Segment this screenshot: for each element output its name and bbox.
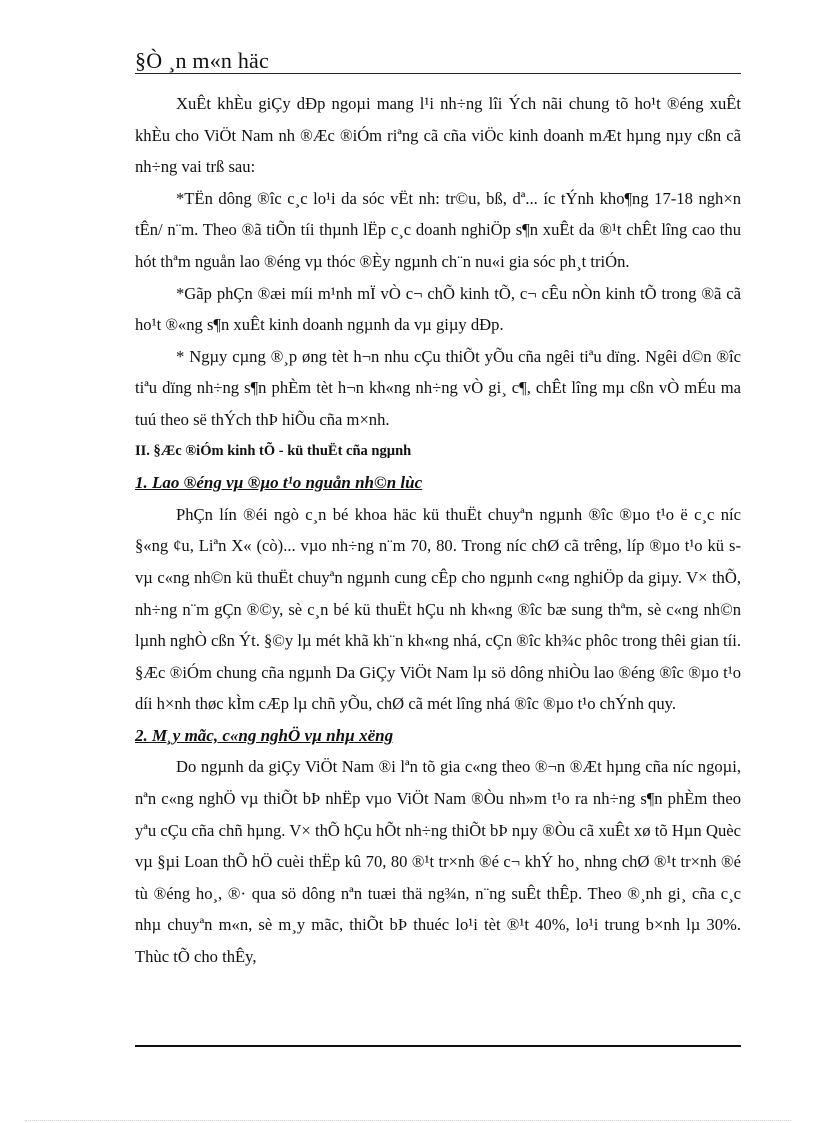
- paragraph-bullet-economy: *Gãp phÇn ®æi míi m¹nh mÏ vÒ c¬ chÕ kinh tÕ, c¬ cÊu nÒn kinh tÕ trong ®ã cã ho¹t ®«ng s¶n xuÊt kinh doanh ngµnh da vµ giµy dÐp.: [135, 283, 741, 335]
- subheading-machinery: 2. M¸y mãc, c«ng nghÖ vµ nhµ xëng: [135, 725, 394, 745]
- document-body: [135, 88, 741, 973]
- page-header-title: §Ò ¸n m«n häc: [135, 48, 269, 73]
- paragraph-bullet-leather: *TËn dông ®îc c¸c lo¹i da sóc vËt nh: tr©u, bß, dª... íc tÝnh kho¶ng 17-18 ngh×n tÊn/ n¨m. Theo ®ã tiÕn tíi thµnh lËp c¸c doanh nghiÖp s¶n xuÊt da ®¹t chÊt lîng cao thu hót thªm nguån lao ®éng vµ thóc ®Èy ngµnh ch¨n nu«i gia sóc ph¸t triÓn.: [135, 188, 741, 271]
- paragraph-bullet-consumer: * Ngµy cµng ®¸p øng tèt h¬n nhu cÇu thiÕt yÕu cña ngêi tiªu dïng. Ngêi d©n ®îc tiªu dïng nh÷ng s¶n phÈm tèt h¬n kh«ng nh÷ng vÒ gi¸ c¶, chÊt lîng mµ cßn vÒ mÉu ma tuú theo së thÝch thÞ hiÕu cña m×nh.: [135, 346, 741, 429]
- subheading-labour: 1. Lao ®éng vµ ®µo t¹o nguån nh©n lùc: [135, 473, 423, 493]
- paragraph-intro: XuÊt khÈu giÇy dÐp ngoµi mang l¹i nh÷ng lîi Ých nãi chung tõ ho¹t ®éng xuÊt khÈu cho ViÖt Nam nh ®Æc ®iÓm riªng cã cña viÖc kinh doanh mÆt hµng nµy cßn cã nh÷ng vai trß sau:: [135, 94, 741, 177]
- paragraph-labour: PhÇn lín ®éi ngò c¸n bé khoa häc kü thuËt chuyªn ngµnh ®îc ®µo t¹o ë c¸c níc §«ng ¢u, Liªn X« (cò)... vµo nh÷ng n¨m 70, 80. Trong níc chØ cã trêng, líp ®µo t¹o kü s vµ c«ng nh©n kü thuËt chuyªn ngµnh cung cÊp cho ngµnh c«ng nghiÖp da giµy. V× thÕ, nh÷ng n¨m gÇn ®©y, sè c¸n bé kü thuËt hÇu nh kh«ng ®îc bæ sung thªm, sè c«ng nh©n lµnh nghÒ cßn Ýt. §©y lµ mét khã kh¨n kh«ng nhá, cÇn ®îc kh¾c phôc trong thêi gian tíi. §Æc ®iÓm chung cña ngµnh Da GiÇy ViÖt Nam lµ sö dông nhiÒu lao ®éng ®îc ®µo t¹o díi h×nh thøc kÌm cÆp lµ chñ yÕu, chØ cã mét lîng nhá ®îc ®µo t¹o chÝnh quy.: [135, 504, 741, 714]
- header-divider: [135, 73, 741, 74]
- page-bottom-edge: [25, 1120, 791, 1121]
- paragraph-machinery: Do ngµnh da giÇy ViÖt Nam ®i lªn tõ gia c«ng theo ®¬n ®Æt hµng cña níc ngoµi, nªn c«ng nghÖ vµ thiÕt bÞ nhËp vµo ViÖt Nam ®Òu nh»m t¹o ra nh÷ng s¶n phÈm theo yªu cÇu cña chñ hµng. V× thÕ hÇu hÕt nh÷ng thiÕt bÞ nµy ®Òu cã xuÊt xø tõ Hµn Quèc vµ §µi Loan thÕ hÖ cuèi thËp kû 70, 80 ®¹t tr×nh ®é c¬ khÝ ho¸ nhng chØ ®¹t tr×nh ®é tù ®éng ho¸, ®· qua sö dông nªn tuæi thä ng¾n, n¨ng suÊt thÊp. Theo ®¸nh gi¸ cña c¸c nhµ chuyªn m«n, sè m¸y mãc, thiÕt bÞ thuéc lo¹i tèt ®¹t 40%, lo¹i trung b×nh lµ 30%. Thùc tÕ cho thÊy,: [135, 757, 741, 967]
- footer-divider: [135, 1045, 741, 1047]
- section-heading: II. §Æc ®iÓm kinh tÕ - kü thuËt cña ngµnh: [135, 442, 412, 459]
